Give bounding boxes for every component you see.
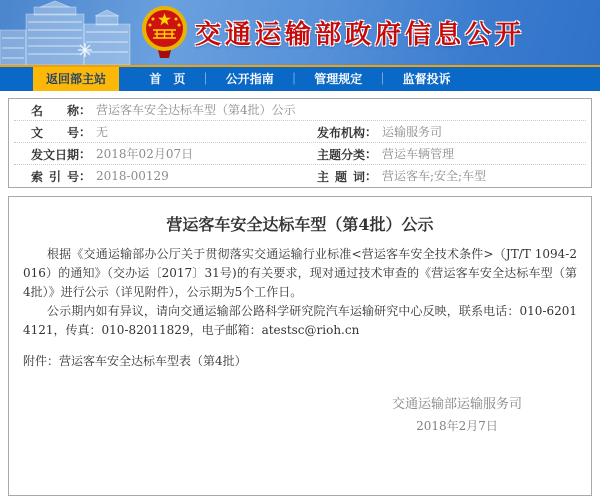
signer: 交通运输部运输服务司 (391, 397, 522, 412)
meta-name-label: 名称 (31, 103, 79, 118)
meta-keywords: 主题词： 营运客车;安全;车型 (317, 169, 487, 184)
nav-item-supervision[interactable]: 监督投诉 (402, 72, 451, 86)
signature-block (23, 395, 577, 437)
meta-doc-no-value: 无 (96, 124, 109, 139)
meta-index-no: 索引号： 2018-00129 (31, 169, 169, 184)
meta-category-value: 营运车辆管理 (382, 146, 455, 161)
meta-issue-date: 发文日期： 2018年02月07日 (31, 146, 194, 162)
meta-keywords-label: 主题词 (317, 170, 365, 184)
nav-separator: ｜ (376, 72, 389, 86)
meta-category-label: 主题分类 (317, 147, 366, 162)
nav-item-disclosure-guide[interactable]: 公开指南 (225, 72, 274, 86)
table-row (14, 165, 586, 187)
nav-item-home[interactable]: 首 页 (149, 72, 186, 86)
meta-agency-label: 发布机构 (317, 125, 366, 140)
meta-doc-no: 文号： 无 (31, 124, 109, 140)
paragraph-basis: 根据《交通运输部办公厅关于贯彻落实交通运输行业标准<营运客车安全技术条件>（JT/T 1094-2016）的通知》（交办运〔2017〕31号)的有关要求，现对通过技术审查的《营运客车安全达标车型（第4批）》进行公示（详见附件），公示期为5个工作日。 (23, 247, 577, 299)
navbar (0, 65, 600, 91)
meta-index-no-value: 2018-00129 (96, 169, 169, 183)
sign-date: 2018年2月7日 (416, 419, 498, 433)
meta-index-no-label: 索引号 (31, 170, 79, 184)
attachment-link[interactable]: 附件：营运客车安全达标车型表（第4批） (23, 354, 247, 368)
paragraph-contact: 公示期内如有异议，请向交通运输部公路科学研究院汽车运输研究中心反映，联系电话：010-62014121，传真：010-82011829，电子邮箱：atestsc@rioh.cn (23, 304, 577, 337)
meta-category: 主题分类： 营运车辆管理 (317, 146, 455, 162)
meta-name: 名称： 营运客车安全达标车型（第4批）公示 (31, 102, 296, 118)
table-row (14, 121, 586, 143)
back-to-main-site-tab[interactable]: 返回部主站 (33, 67, 119, 91)
meta-issue-date-value: 2018年02月07日 (96, 146, 194, 161)
meta-agency: 发布机构： 运输服务司 (317, 124, 443, 140)
nav-separator: ｜ (199, 72, 212, 86)
site-banner (0, 0, 600, 65)
page-title: 营运客车安全达标车型（第4批）公示 (166, 215, 434, 234)
meta-agency-value: 运输服务司 (382, 124, 443, 139)
nav-separator: ｜ (287, 72, 300, 86)
meta-doc-no-label: 文号 (31, 125, 79, 140)
document-body (23, 245, 577, 340)
national-emblem-icon (141, 5, 188, 61)
nav-item-regulations[interactable]: 管理规定 (314, 72, 363, 86)
table-row (14, 99, 586, 121)
document-metadata-table (8, 98, 592, 188)
meta-issue-date-label: 发文日期 (31, 147, 80, 162)
meta-name-value: 营运客车安全达标车型（第4批）公示 (96, 102, 296, 117)
site-title: 交通运输部政府信息公开 (195, 20, 526, 50)
document-content (8, 196, 592, 496)
meta-keywords-value: 营运客车;安全;车型 (382, 169, 487, 183)
table-row (14, 143, 586, 165)
